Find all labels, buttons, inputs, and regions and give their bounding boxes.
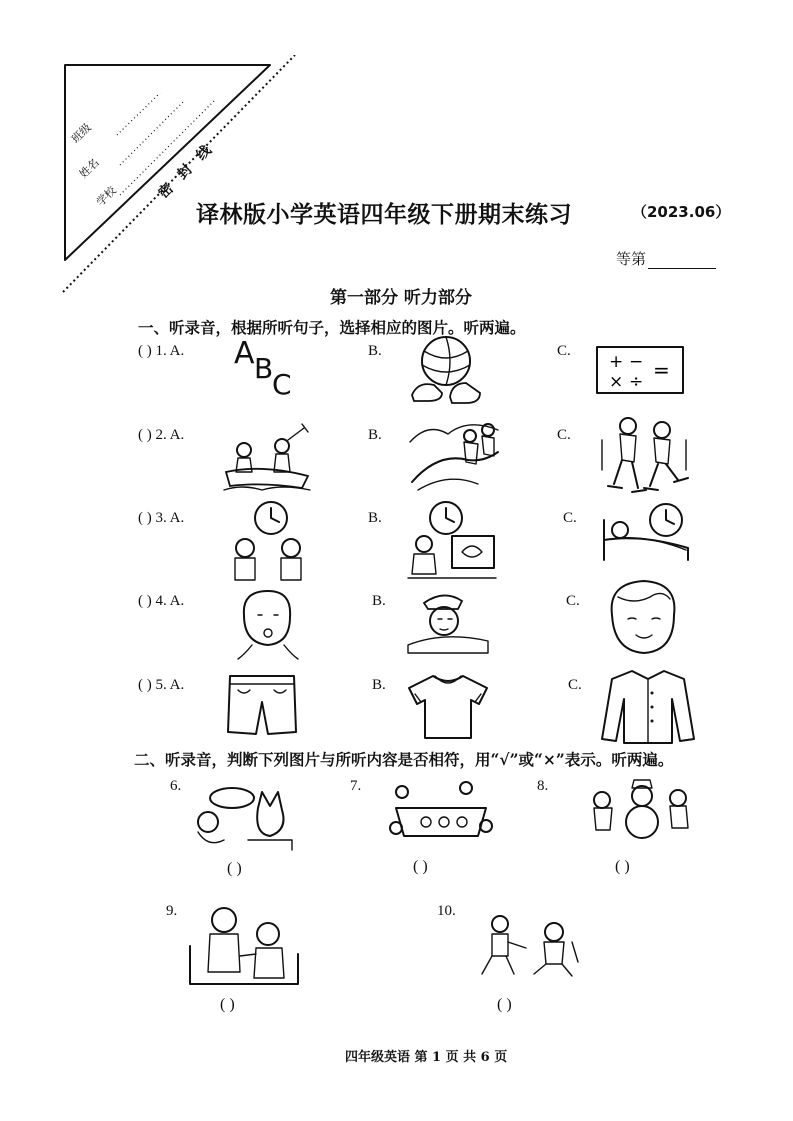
class-label: 班级 — [68, 120, 94, 146]
question-4-option-c: C. — [566, 593, 580, 609]
answer-paren-9[interactable]: ( ) — [220, 996, 235, 1013]
math-board-icon — [595, 345, 687, 397]
grade-label: 等第 — [616, 250, 647, 268]
divide-symbol: ÷ — [629, 372, 644, 392]
question-4-number: ( ) 4. A. — [138, 593, 185, 609]
letter-b: B — [254, 352, 274, 385]
skating-icon — [598, 410, 690, 500]
answer-paren-8[interactable]: ( ) — [615, 858, 630, 875]
tshirt-icon — [405, 672, 491, 742]
question-2-number: ( ) 2. A. — [138, 427, 185, 443]
question-1-option-b: B. — [368, 343, 382, 359]
exam-date: （2023.06） — [632, 203, 731, 221]
item-7-number: 7. — [350, 778, 362, 794]
question-2-option-b: B. — [368, 427, 382, 443]
hiking-icon — [408, 412, 500, 496]
section-two-instruction: 二、听录音，判断下列图片与所听内容是否相符，用“√”或“×”表示。听两遍。 — [134, 750, 674, 769]
page-title: 译林版小学英语四年级下册期末练习 — [196, 201, 572, 228]
kids-playing-icon — [472, 912, 584, 984]
times-symbol: × — [609, 372, 624, 392]
grade-field — [616, 248, 716, 269]
part-one-title: 第一部分 听力部分 — [330, 288, 472, 308]
picnic-icon — [386, 778, 498, 846]
item-6-number: 6. — [170, 778, 182, 794]
shirt-icon — [600, 665, 696, 747]
question-3-option-c: C. — [563, 510, 577, 526]
question-1-option-c: C. — [557, 343, 571, 359]
question-2-option-c: C. — [557, 427, 571, 443]
question-3-option-b: B. — [368, 510, 382, 526]
equals-symbol: = — [653, 358, 670, 382]
grade-blank[interactable] — [648, 256, 716, 269]
question-5-option-c: C. — [568, 677, 582, 693]
tv-clock-icon — [406, 500, 498, 584]
letter-c: C — [272, 368, 292, 401]
question-3-number: ( ) 3. A. — [138, 510, 185, 526]
answer-paren-6[interactable]: ( ) — [227, 860, 242, 877]
ball-shoes-icon — [408, 335, 484, 407]
seal-line-text: 密 封 线 — [155, 139, 218, 202]
bed-clock-icon — [600, 500, 692, 568]
question-5-option-b: B. — [372, 677, 386, 693]
section-one-instruction: 一、听录音，根据所听句子，选择相应的图片。听两遍。 — [138, 318, 526, 337]
kids-clock-icon — [225, 500, 315, 584]
cough-boy-icon — [232, 585, 302, 661]
answer-paren-10[interactable]: ( ) — [497, 996, 512, 1013]
answer-paren-7[interactable]: ( ) — [413, 858, 428, 875]
mouse-cat-icon — [188, 778, 300, 852]
abc-letters-icon — [234, 336, 304, 406]
question-1-number: ( ) 1. A. — [138, 343, 185, 359]
question-5-number: ( ) 5. A. — [138, 677, 185, 693]
school-label: 学校 — [93, 183, 119, 209]
item-9-number: 9. — [166, 903, 178, 919]
letter-a: A — [234, 336, 255, 371]
item-10-number: 10. — [437, 903, 456, 919]
family-sofa-icon — [186, 898, 306, 990]
shorts-icon — [224, 672, 300, 738]
sick-bed-icon — [404, 585, 492, 657]
name-label: 姓名 — [76, 155, 102, 181]
minus-symbol: − — [629, 352, 644, 372]
plus-symbol: + — [609, 352, 624, 372]
headache-icon — [604, 575, 684, 661]
page-footer: 四年级英语 第 1 页 共 6 页 — [345, 1050, 508, 1065]
snowman-icon — [584, 776, 696, 840]
question-4-option-b: B. — [372, 593, 386, 609]
item-8-number: 8. — [537, 778, 549, 794]
boating-icon — [222, 420, 312, 492]
